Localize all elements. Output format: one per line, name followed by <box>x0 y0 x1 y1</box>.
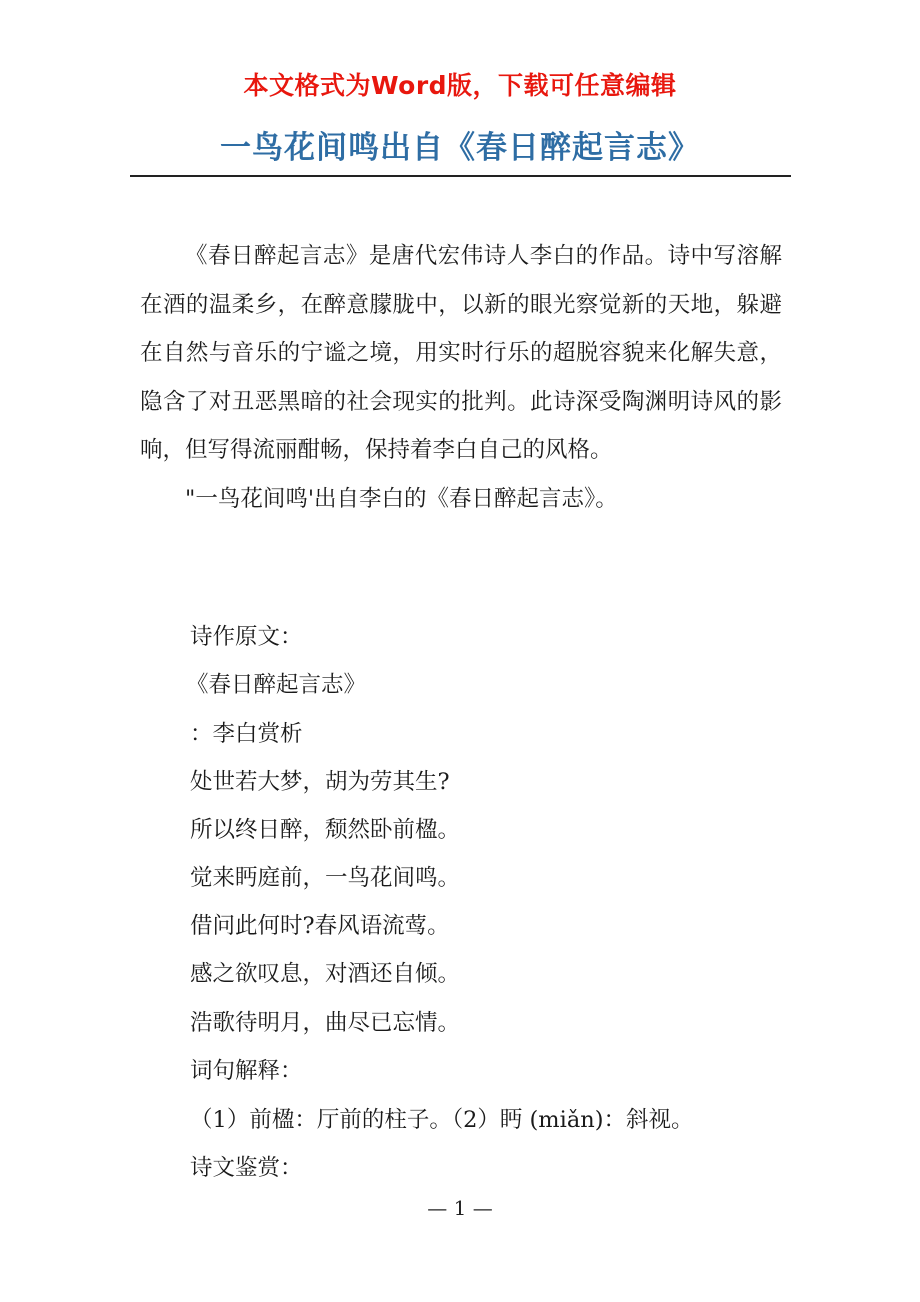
poem-verse: 觉来眄庭前，一鸟花间鸣。 <box>190 865 461 891</box>
poem-title: 《春日醉起言志》 <box>186 672 367 698</box>
section-label-original: 诗作原文： <box>190 624 303 650</box>
page-number: — 1 — <box>427 1196 493 1220</box>
author-line: ：李白赏析 <box>190 721 303 747</box>
glossary-entries: （1）前楹：厅前的柱子。（2）眄 (miǎn)：斜视。 <box>190 1107 694 1133</box>
poem-verse: 所以终日醉，颓然卧前楹。 <box>190 817 461 843</box>
format-notice: 本文格式为Word版，下载可任意编辑 <box>243 71 677 100</box>
poem-verse: 感之欲叹息，对酒还自倾。 <box>190 961 461 987</box>
section-label-glossary: 词句解释： <box>190 1058 303 1084</box>
source-note: "一鸟花间鸣'出自李白的《春日醉起言志》。 <box>185 485 618 512</box>
poem-verse: 借问此何时?春风语流莺。 <box>190 913 450 939</box>
poem-verse: 处世若大梦，胡为劳其生? <box>190 769 450 795</box>
intro-paragraph: 《春日醉起言志》是唐代宏伟诗人李白的作品。诗中写溶解在酒的温柔乡，在醉意朦胧中，以新的眼光察觉新的天地，躲避在自然与音乐的宁谧之境，用实时行乐的超脱容貌来化解失意，隐含了对丑恶黑暗的社会现实的批判。此诗深受陶渊明诗风的影响，但写得流丽酣畅，保持着李白自己的风格。 <box>140 243 782 463</box>
title-divider <box>130 175 791 177</box>
poem-verse: 浩歌待明月，曲尽已忘情。 <box>190 1010 461 1036</box>
page-title: 一鸟花间鸣出自《春日醉起言志》 <box>220 130 700 166</box>
section-label-appreciation: 诗文鉴赏： <box>190 1155 303 1181</box>
intro-section <box>140 232 782 523</box>
